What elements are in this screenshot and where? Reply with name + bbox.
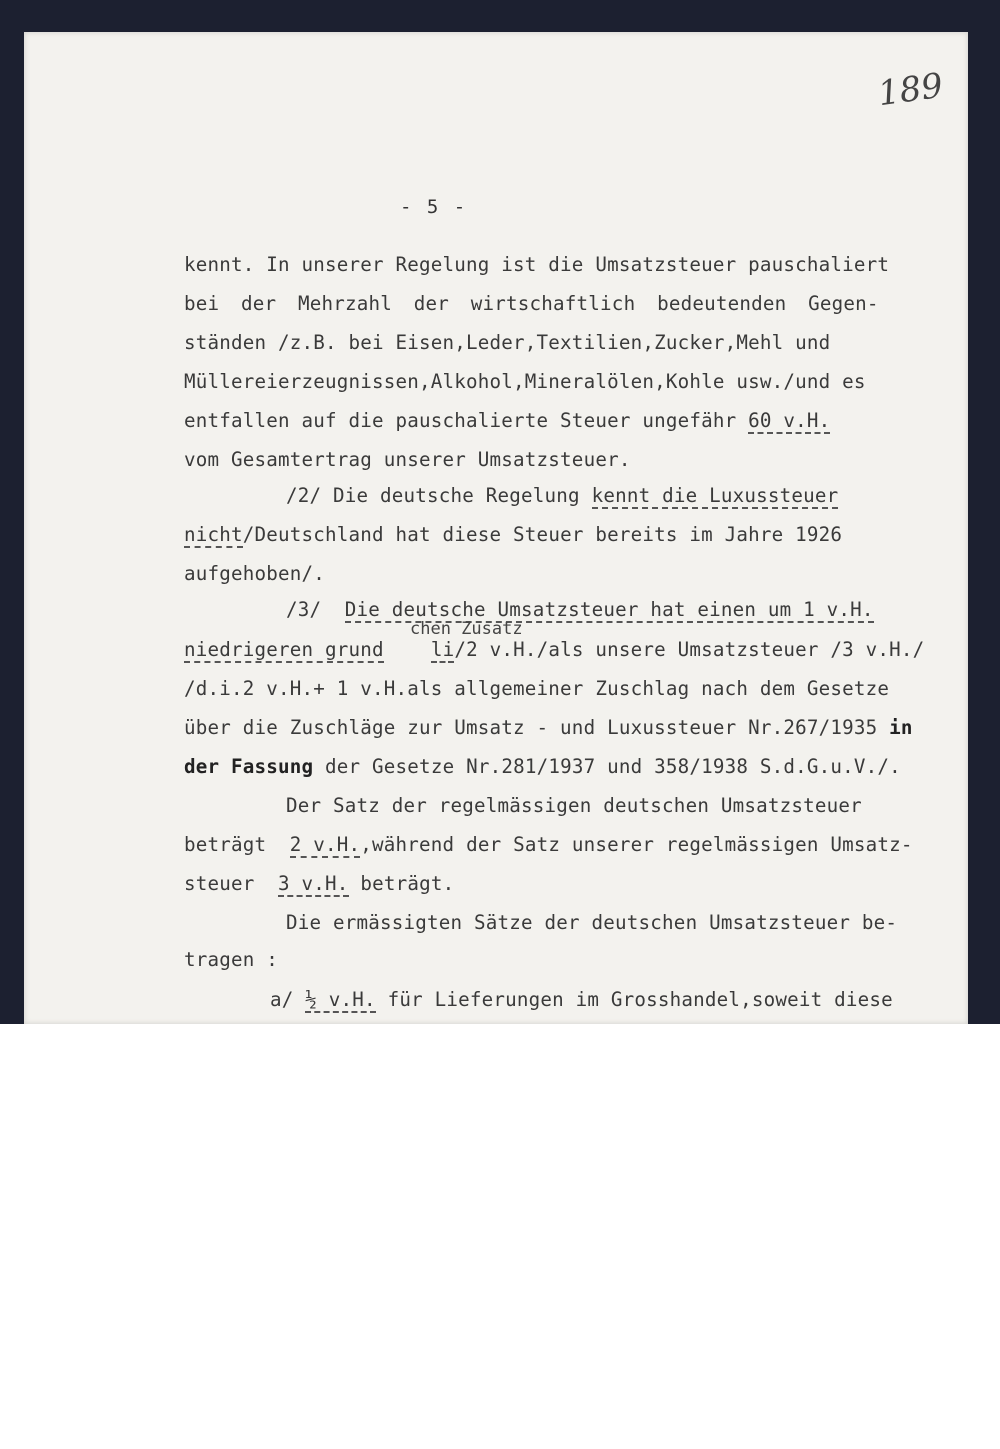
text-segment: für Lieferungen im Grosshandel,soweit diese xyxy=(387,988,893,1011)
text-segment: entfallen auf die pauschalierte Steuer ungefähr xyxy=(184,409,737,432)
text-line xyxy=(184,716,913,739)
underlined-text: nicht xyxy=(184,523,243,546)
text-line: aufgehoben/. xyxy=(184,562,326,585)
bold-text: der Fassung xyxy=(184,755,314,778)
text-segment: beträgt xyxy=(184,833,267,856)
underlined-text: kennt die Luxussteuer xyxy=(591,484,839,507)
text-line xyxy=(184,755,901,778)
text-line xyxy=(286,484,838,507)
bold-text: in xyxy=(889,716,913,739)
underlined-text: 60 v.H. xyxy=(748,409,831,432)
text-line: kennt. In unserer Regelung ist die Umsatzsteuer pauschaliert xyxy=(184,253,890,276)
text-line: vom Gesamtertrag unserer Umsatzsteuer. xyxy=(184,448,631,471)
text-segment: der Gesetze Nr.281/1937 und 358/1938 S.d.G.u.V./. xyxy=(325,755,901,778)
text-line xyxy=(184,833,913,856)
text-line: bei der Mehrzahl der wirtschaftlich bedeutenden Gegen- xyxy=(184,292,879,315)
text-line xyxy=(184,523,842,546)
underlined-text: ½ v.H. xyxy=(305,988,376,1011)
text-segment: /2 v.H./als unsere Umsatzsteuer /3 v.H./ xyxy=(454,638,925,661)
handwritten-folio-number: 189 xyxy=(875,65,946,115)
text-line: Müllereierzeugnissen,Alkohol,Mineralölen,Kohle usw./und es xyxy=(184,370,866,393)
page-number: - 5 - xyxy=(400,196,468,218)
text-line xyxy=(184,872,454,895)
text-segment: a/ xyxy=(270,988,294,1011)
text-line xyxy=(184,409,830,432)
underlined-text: li xyxy=(430,638,455,661)
text-segment: ,während der Satz unserer regelmässigen Umsatz- xyxy=(360,833,913,856)
underlined-text: niedrigeren grund xyxy=(184,638,384,661)
underlined-text: 3 v.H. xyxy=(278,872,349,895)
text-line: tragen : xyxy=(184,948,279,971)
text-line xyxy=(270,988,893,1011)
underlined-text: Die deutsche Umsatzsteuer hat einen um 1 v.H. xyxy=(344,598,874,621)
text-line: ständen /z.B. bei Eisen,Leder,Textilien,Zucker,Mehl und xyxy=(184,331,831,354)
text-segment: steuer xyxy=(184,872,255,895)
text-line xyxy=(286,598,874,621)
underlined-text: 2 v.H. xyxy=(289,833,361,856)
text-line: /d.i.2 v.H.+ 1 v.H.als allgemeiner Zuschlag nach dem Gesetze xyxy=(184,677,890,700)
text-segment: /2/ Die deutsche Regelung xyxy=(286,484,580,507)
text-segment: /3/ xyxy=(286,598,322,621)
text-segment: beträgt. xyxy=(360,872,455,895)
text-segment: über die Zuschläge zur Umsatz - und Luxussteuer Nr.267/1935 xyxy=(184,716,878,739)
text-segment: /Deutschland hat diese Steuer bereits im Jahre 1926 xyxy=(242,523,843,546)
text-line: Der Satz der regelmässigen deutschen Umsatzsteuer xyxy=(286,794,862,817)
typed-insertion: chen Zusatz xyxy=(410,619,523,639)
text-line: Die ermässigten Sätze der deutschen Umsatzsteuer be- xyxy=(286,911,898,934)
text-line xyxy=(184,638,924,661)
